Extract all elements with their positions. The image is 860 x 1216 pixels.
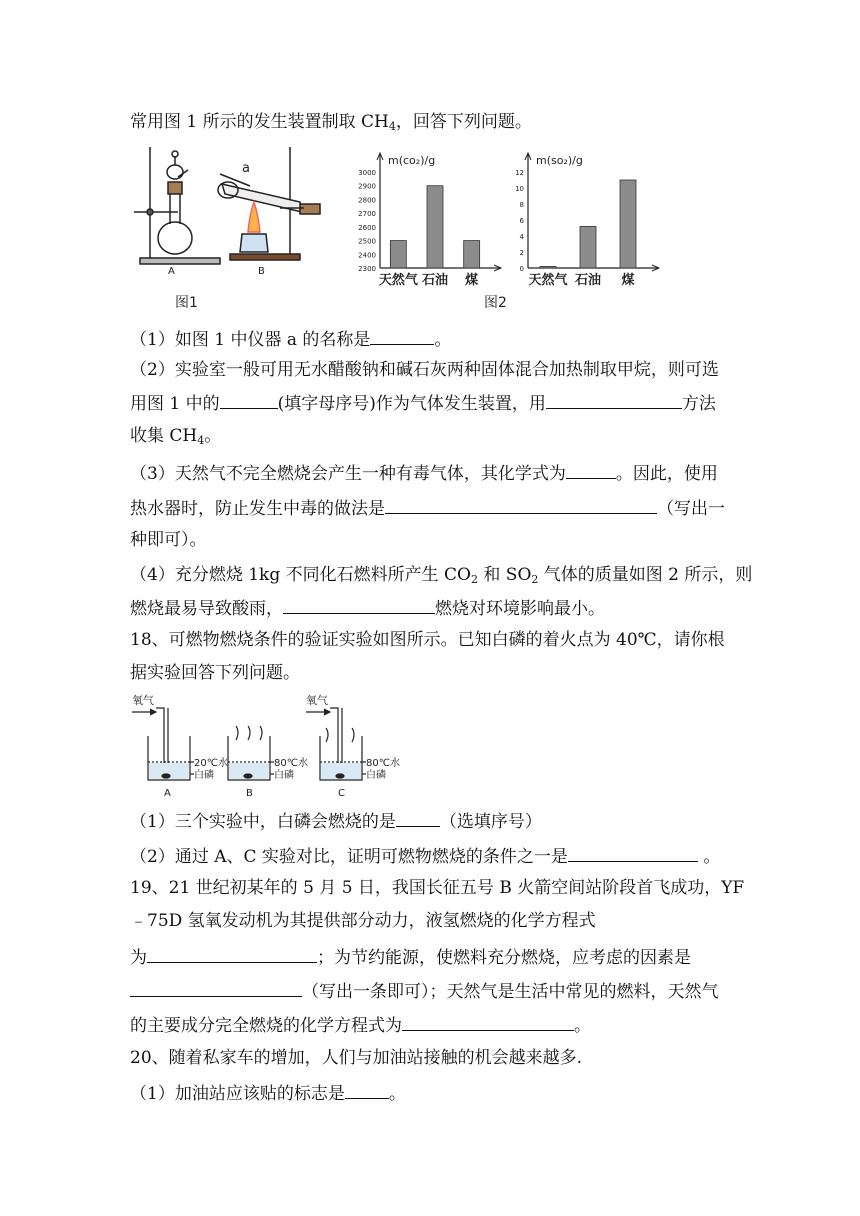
chart-co2 xyxy=(358,153,501,288)
answer-blank[interactable] xyxy=(568,843,698,862)
y-tick-label: 4 xyxy=(519,233,524,241)
beaker-a xyxy=(132,693,194,780)
p20-q1: （1）加油站应该贴的标志是 。 xyxy=(130,1080,406,1106)
y-tick-label: 2700 xyxy=(358,210,376,219)
p19-line-2: ﹣75D 氢氧发动机为其提供部分动力，液氢燃烧的化学方程式 xyxy=(130,911,596,931)
p19-line-3: 为 ；为节约能源，使燃料充分燃烧，应考虑的因素是 xyxy=(130,944,691,970)
bar-煤 xyxy=(464,241,480,268)
category-label: 天然气 xyxy=(528,273,568,288)
q3-line-2: 热水器时，防止发生中毒的做法是 （写出一 xyxy=(130,495,725,521)
beaker-c-label: C xyxy=(338,788,345,799)
q4-line-1: （4）充分燃烧 1kg 不同化石燃料所产生 $CO_2$ 和 $SO_2$ 气体的质量如图 2 所示，则 xyxy=(130,565,753,586)
q3-line-1: （3）天然气不完全燃烧会产生一种有毒气体，其化学式为 。因此，使用 xyxy=(130,460,718,486)
answer-blank[interactable] xyxy=(345,1080,389,1099)
category-label: 煤 xyxy=(621,273,635,288)
y-tick-label: 2300 xyxy=(358,265,376,273)
water-20-label: 20℃水 xyxy=(194,758,228,769)
p18-q2: （2）通过 A、C 实验对比，证明可燃物燃烧的条件之一是 。 xyxy=(130,843,720,869)
y-tick-label: 8 xyxy=(519,201,524,209)
water-80-label-c: 80℃水 xyxy=(366,758,400,769)
water-80-label-b: 80℃水 xyxy=(274,758,308,769)
apparatus-a xyxy=(134,147,220,264)
label-b: B xyxy=(258,266,265,277)
answer-blank[interactable] xyxy=(147,944,317,963)
category-label: 石油 xyxy=(421,273,449,288)
bar-天然气 xyxy=(390,241,406,268)
p19-line-1: 19、21 世纪初某年的 5 月 5 日，我国长征五号 B 火箭空间站阶段首飞成功，YF xyxy=(130,878,745,898)
y-tick-label: 2900 xyxy=(358,182,376,191)
answer-blank[interactable] xyxy=(396,808,440,827)
p19-line-5: 的主要成分完全燃烧的化学方程式为 。 xyxy=(130,1012,591,1038)
answer-blank[interactable] xyxy=(546,390,682,409)
y-tick-label: 2400 xyxy=(358,251,376,260)
figure-18-beakers xyxy=(130,692,400,802)
figure-2-caption: 图2 xyxy=(484,295,507,311)
q2-line-2: 用图 1 中的 (填字母序号)作为气体发生装置，用 方法 xyxy=(130,390,716,416)
phosphorus-label-b: 白磷 xyxy=(274,770,294,781)
answer-blank[interactable] xyxy=(385,495,657,514)
category-label: 石油 xyxy=(574,273,602,288)
answer-blank[interactable] xyxy=(402,1012,574,1031)
y-tick-label: 12 xyxy=(515,169,524,177)
label-a: A xyxy=(168,266,175,277)
bar-石油 xyxy=(580,226,596,268)
beaker-a-label: A xyxy=(164,788,171,799)
beaker-b-label: B xyxy=(246,788,253,799)
bar-天然气 xyxy=(540,266,556,268)
y-axis-label: m(co₂)/g xyxy=(388,154,436,167)
category-label: 煤 xyxy=(465,273,479,288)
intro-line: 常用图 1 所示的发生装置制取 $CH_4$，回答下列问题。 xyxy=(130,112,532,133)
q2-line-1: （2）实验室一般可用无水醋酸钠和碱石灰两种固体混合加热制取甲烷，则可选 xyxy=(130,360,719,380)
beaker-c xyxy=(306,693,366,780)
y-tick-label: 2600 xyxy=(358,223,376,232)
y-tick-label: 2 xyxy=(519,249,524,257)
bar-石油 xyxy=(427,186,443,268)
q2-line-3: 收集 $CH_4$。 xyxy=(130,426,222,447)
p18-line-1: 18、可燃物燃烧条件的验证实验如图所示。已知白磷的着火点为 40℃，请你根 xyxy=(130,630,725,650)
answer-blank[interactable] xyxy=(130,978,302,997)
phosphorus-label-c: 白磷 xyxy=(366,770,386,781)
bar-煤 xyxy=(620,180,636,268)
beaker-b xyxy=(228,726,274,780)
q4-line-2: 燃烧最易导致酸雨， 燃烧对环境影响最小。 xyxy=(130,595,605,621)
figure-1-apparatus xyxy=(130,142,340,312)
y-tick-label: 2500 xyxy=(358,237,376,246)
p18-line-2: 据实验回答下列问题。 xyxy=(130,663,300,683)
figure-1-caption: 图1 xyxy=(175,295,198,311)
phosphorus-label-a: 白磷 xyxy=(194,770,214,781)
chart-so2 xyxy=(515,153,659,288)
category-label: 天然气 xyxy=(378,273,418,288)
label-instrument-a: a xyxy=(242,161,250,176)
oxygen-label: 氧气 xyxy=(132,694,154,707)
answer-blank[interactable] xyxy=(220,390,278,409)
oxygen-label-c: 氧气 xyxy=(306,694,328,707)
y-axis-label: m(so₂)/g xyxy=(536,154,583,167)
answer-blank[interactable] xyxy=(283,595,435,614)
y-tick-label: 3000 xyxy=(358,169,376,177)
y-tick-label: 0 xyxy=(519,265,524,273)
apparatus-b xyxy=(218,147,320,260)
answer-blank[interactable] xyxy=(370,326,434,345)
p19-line-4: （写出一条即可）；天然气是生活中常见的燃料，天然气 xyxy=(130,978,719,1004)
y-tick-label: 2800 xyxy=(358,196,376,205)
figure-2-charts xyxy=(340,142,670,312)
y-tick-label: 10 xyxy=(515,185,524,193)
q1-line: （1）如图 1 中仪器 a 的名称是 。 xyxy=(130,326,451,352)
y-tick-label: 6 xyxy=(519,217,524,225)
answer-blank[interactable] xyxy=(566,460,616,479)
p20-line-1: 20、随着私家车的增加，人们与加油站接触的机会越来越多. xyxy=(130,1048,583,1068)
q3-line-3: 种即可）。 xyxy=(130,530,207,550)
p18-q1: （1）三个实验中，白磷会燃烧的是 （选填序号） xyxy=(130,808,542,834)
